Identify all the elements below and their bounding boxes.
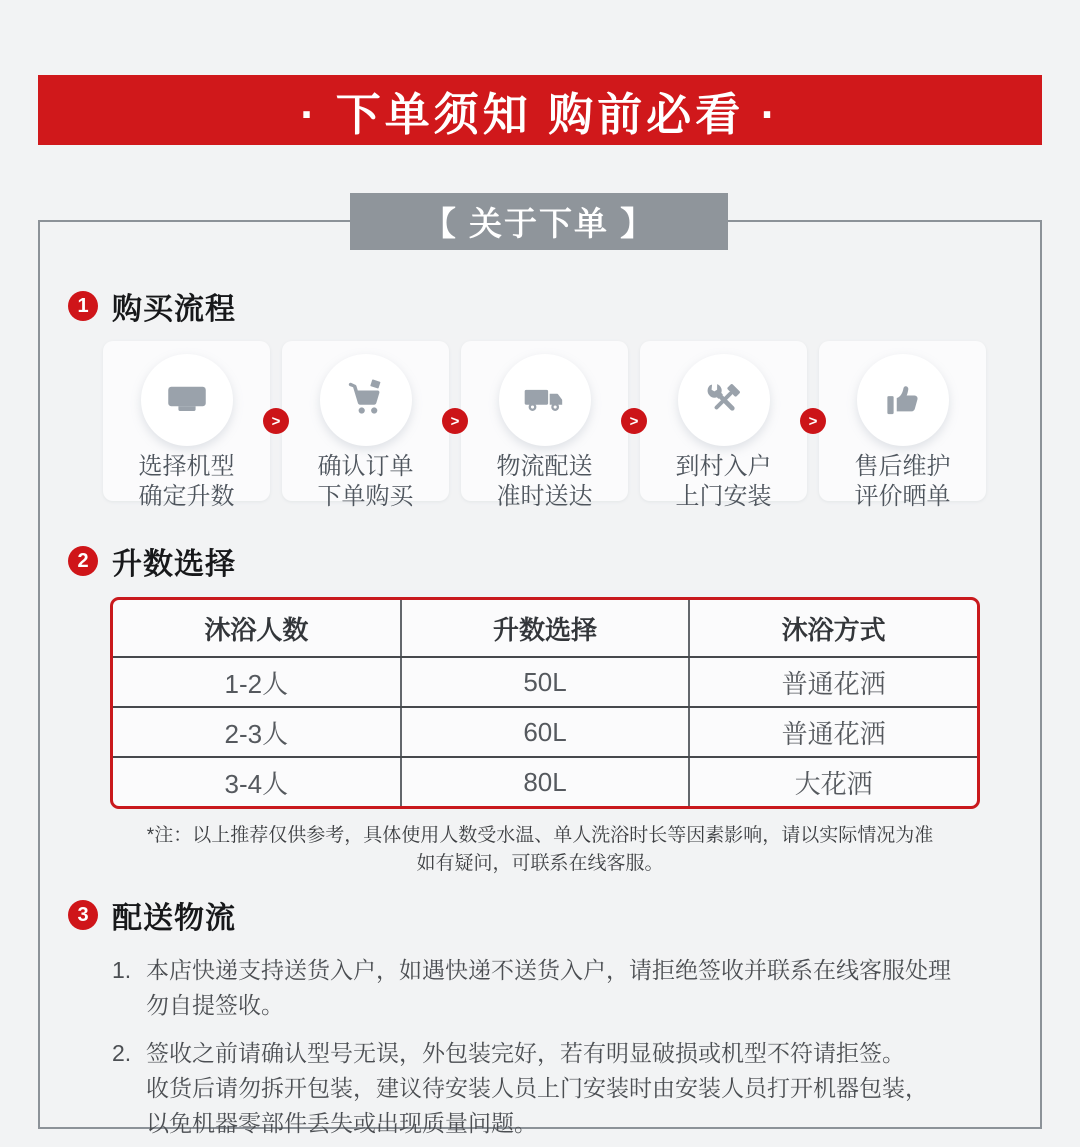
section-heading-liter-selection (68, 539, 1040, 583)
delivery-notes-list (112, 953, 982, 1141)
table-cell: 60L (400, 708, 689, 756)
about-order-label-text: 【 关于下单 】 (422, 205, 656, 242)
table-cell: 1-2人 (224, 668, 289, 699)
table-cell: 普通花洒 (688, 658, 977, 706)
table-row (113, 656, 977, 706)
table-note-line: *注：以上推荐仅供参考，具体使用人数受水温、单人洗浴时长等因素影响，请以实际情况为准 (146, 825, 934, 846)
step-number-badge: 1 (68, 291, 98, 321)
list-item (112, 1036, 982, 1141)
step-card-select-model (103, 341, 270, 510)
table-cell: 大花洒 (688, 758, 977, 806)
table-row (113, 706, 977, 756)
water-heater-icon (141, 354, 233, 446)
arrow-right-icon: > (263, 408, 289, 434)
thumbs-up-icon (857, 354, 949, 446)
arrow-right-icon: > (442, 408, 468, 434)
step-card-install (640, 341, 807, 510)
table-header-cell: 沐浴人数 (204, 614, 309, 645)
arrow-right-icon: > (621, 408, 647, 434)
step-card-label: 选择机型 确定升数 (138, 453, 235, 510)
table-cell: 2-3人 (224, 718, 289, 749)
table-header-cell: 升数选择 (400, 600, 689, 656)
purchase-steps-row (103, 341, 986, 510)
table-header-row (113, 600, 977, 656)
table-cell: 50L (400, 658, 689, 706)
step-card-confirm-order (282, 341, 449, 510)
table-row (113, 756, 977, 806)
list-item-text: 签收之前请确认型号无误，外包装完好，若有明显破损或机型不符请拒签。 收货后请勿拆开包装，建议待安装人员上门安装时由安装人员打开机器包装， 以免机器零部件丢失或出现质量问题。 (146, 1040, 928, 1136)
truck-icon (499, 354, 591, 446)
step-card-label: 到村入户 上门安装 (675, 453, 772, 510)
arrow-right-icon: > (800, 408, 826, 434)
cart-icon (320, 354, 412, 446)
table-note (40, 822, 1040, 878)
list-item-number: 2. (112, 1040, 132, 1066)
section-heading-delivery (68, 893, 1040, 937)
section-title: 配送物流 (112, 902, 236, 935)
table-header-cell: 沐浴方式 (688, 600, 977, 656)
table-note-line: 如有疑问，可联系在线客服。 (416, 853, 664, 874)
section-title: 升数选择 (112, 548, 236, 581)
content-box (38, 220, 1042, 1136)
step-card-label: 物流配送 准时送达 (496, 453, 593, 510)
table-cell: 普通花洒 (688, 708, 977, 756)
liter-selection-table (110, 597, 980, 809)
step-card-label: 确认订单 下单购买 (317, 453, 414, 510)
about-order-label (350, 193, 728, 250)
section-title: 购买流程 (112, 293, 236, 326)
tools-icon (678, 354, 770, 446)
step-number-badge: 3 (68, 900, 98, 930)
step-number-badge: 2 (68, 546, 98, 576)
step-card-aftersale (819, 341, 986, 510)
list-item (112, 953, 982, 1023)
page-title-banner (38, 75, 1042, 145)
list-item-number: 1. (112, 957, 132, 983)
list-item-text: 本店快递支持送货入户，如遇快递不送货入户，请拒绝签收并联系在线客服处理 勿自提签收。 (146, 957, 951, 1018)
section-heading-purchase-process (68, 284, 1040, 328)
page-title: · 下单须知 购前必看 · (300, 88, 780, 140)
step-card-logistics (461, 341, 628, 510)
table-cell: 80L (400, 758, 689, 806)
table-cell: 3-4人 (224, 768, 289, 799)
step-card-label: 售后维护 评价晒单 (854, 453, 951, 510)
